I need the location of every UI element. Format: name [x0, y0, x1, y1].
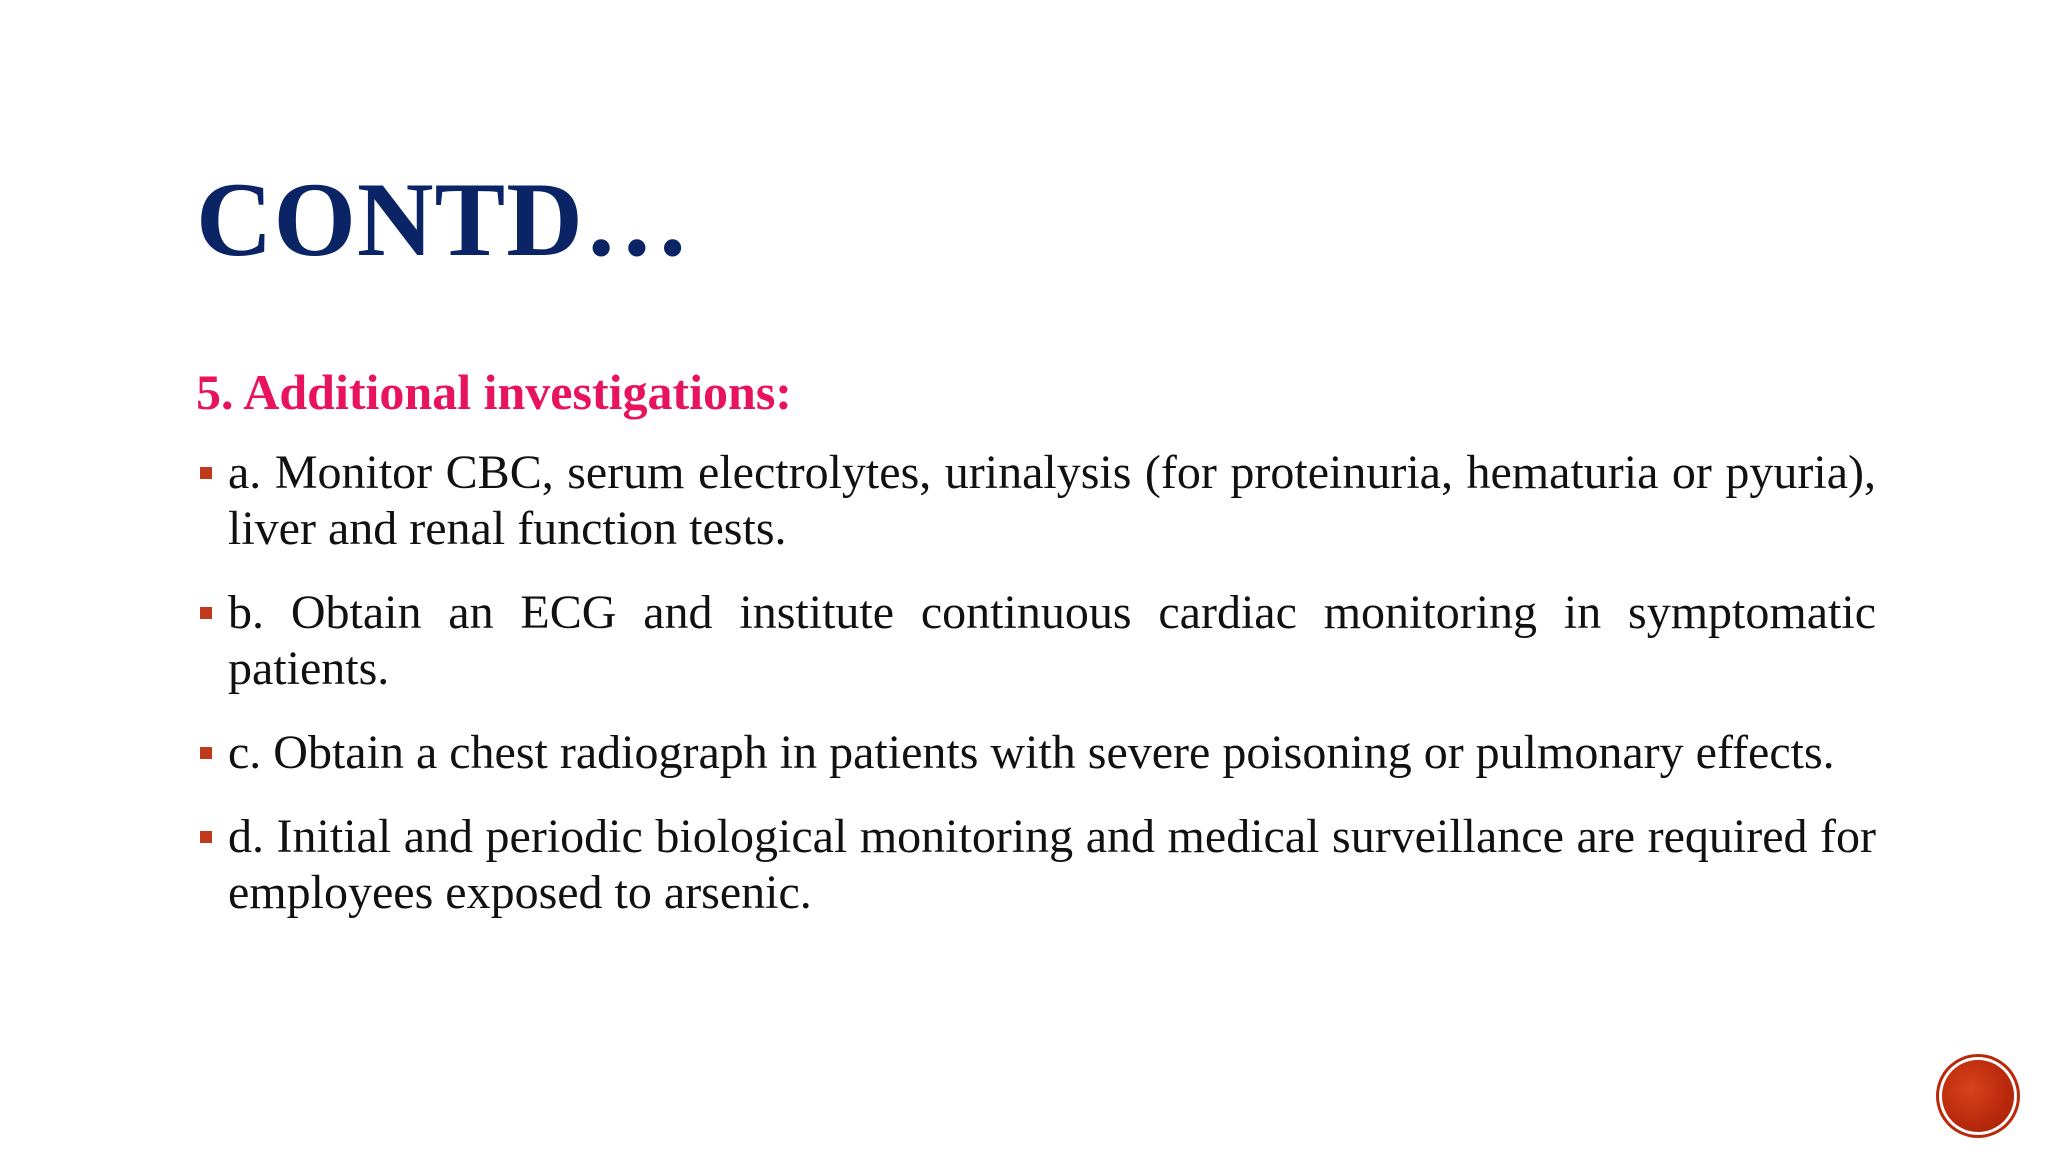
bullet-list	[196, 445, 1876, 949]
bullet-item-b	[196, 585, 1876, 697]
square-bullet-icon	[200, 747, 212, 759]
bullet-text: b. Obtain an ECG and institute continuous cardiac monitoring in symptomatic patients.	[228, 586, 1876, 695]
square-bullet-icon	[200, 607, 212, 619]
bullet-text: d. Initial and periodic biological monitoring and medical surveillance are required for employees exposed to arsenic.	[228, 810, 1876, 919]
bullet-item-a	[196, 445, 1876, 557]
corner-circle-badge-icon	[1942, 1060, 2014, 1132]
bullet-item-d	[196, 809, 1876, 921]
square-bullet-icon	[200, 831, 212, 843]
bullet-text: c. Obtain a chest radiograph in patients with severe poisoning or pulmonary effects.	[228, 726, 1835, 779]
square-bullet-icon	[200, 467, 212, 479]
slide-title: CONTD…	[196, 161, 691, 278]
section-heading: 5. Additional investigations:	[196, 364, 792, 420]
bullet-item-c	[196, 725, 1876, 781]
bullet-text: a. Monitor CBC, serum electrolytes, urinalysis (for proteinuria, hematuria or pyuria), liver and renal function tests.	[228, 446, 1876, 555]
